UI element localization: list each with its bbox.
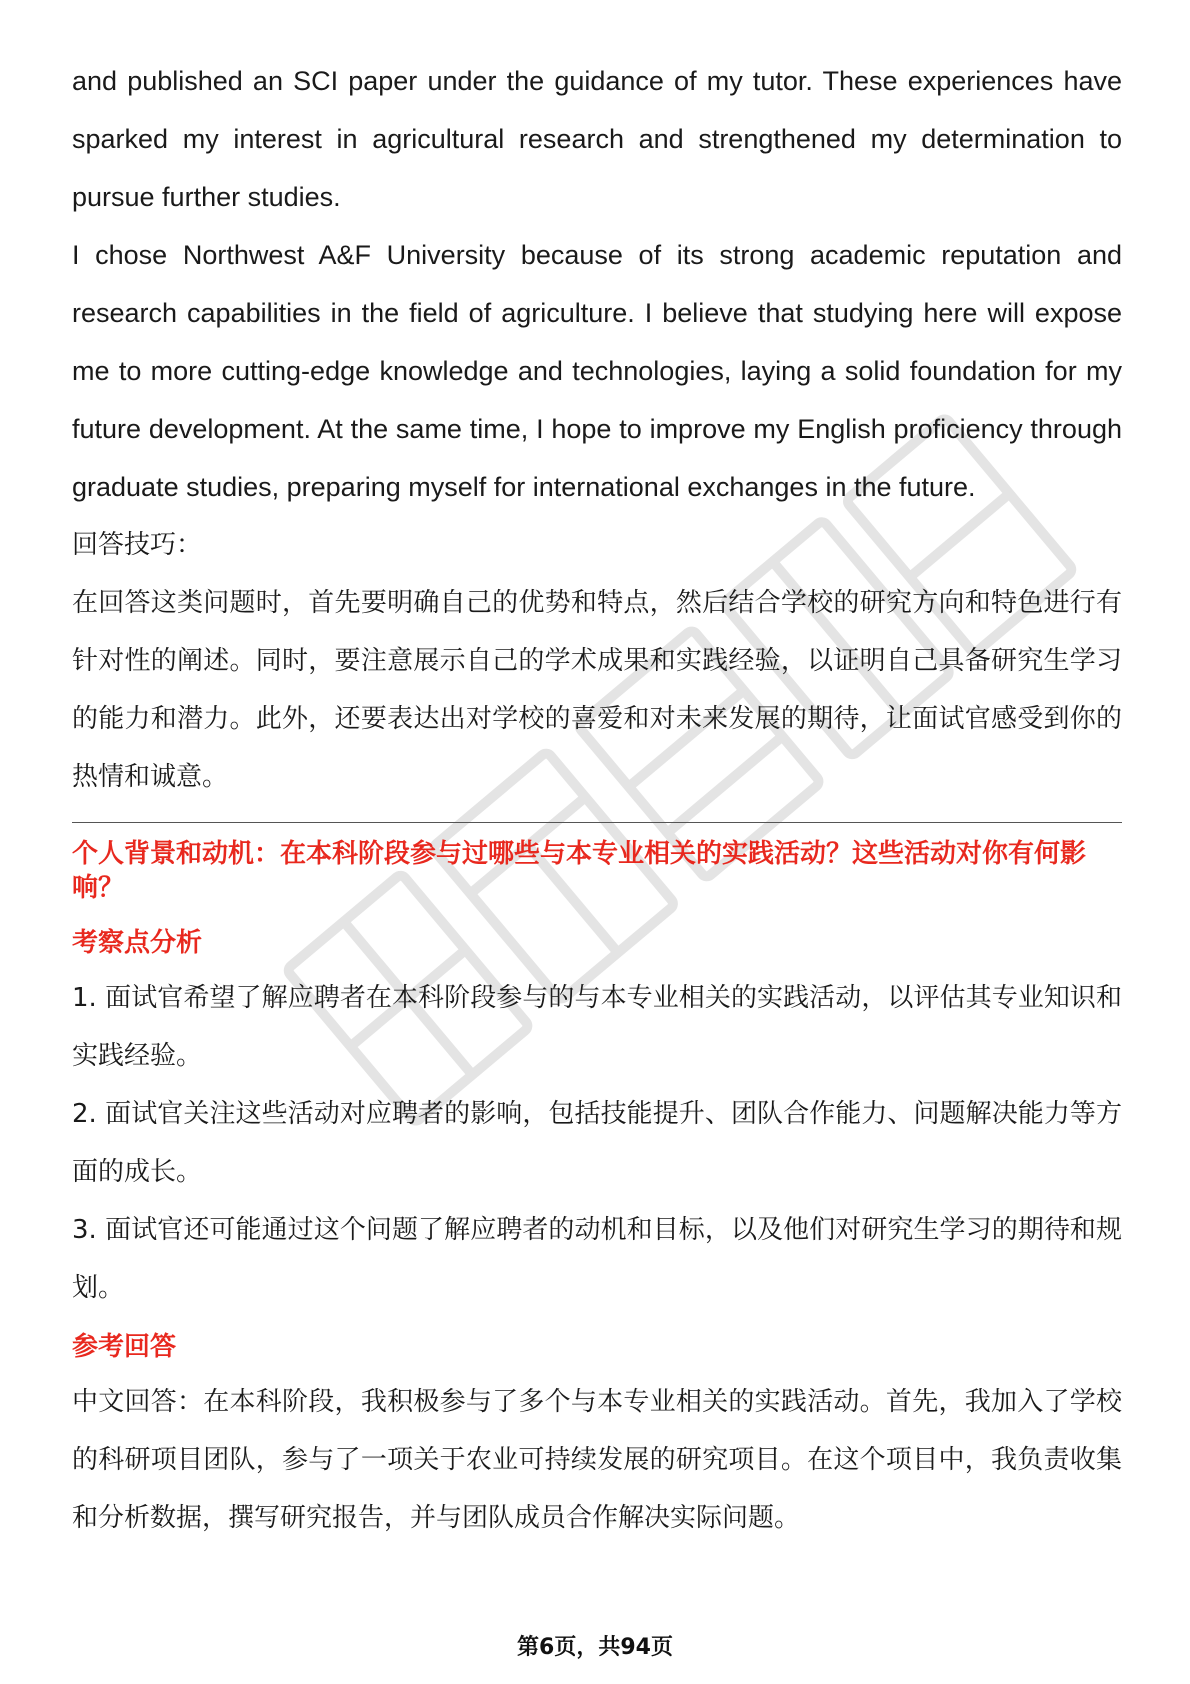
tips-label: 回答技巧： xyxy=(72,530,203,560)
document-page xyxy=(72,52,1122,1547)
reference-answer: 中文回答：在本科阶段，我积极参与了多个与本专业相关的实践活动。首先，我加入了学校的科研项目团队，参与了一项关于农业可持续发展的研究项目。在这个项目中，我负责收集和分析数据，撰写研究报告，并与团队成员合作解决实际问题。 xyxy=(72,1387,1122,1533)
analysis-point: 2. 面试官关注这些活动对应聘者的影响，包括技能提升、团队合作能力、问题解决能力等方面的成长。 xyxy=(72,1099,1122,1187)
question-title: 个人背景和动机：在本科阶段参与过哪些与本专业相关的实践活动？这些活动对你有何影响？ xyxy=(72,839,1087,903)
analysis-point: 3. 面试官还可能通过这个问题了解应聘者的动机和目标，以及他们对研究生学习的期待和规划。 xyxy=(72,1215,1122,1303)
analysis-heading: 考察点分析 xyxy=(72,928,203,958)
tips-paragraph: 在回答这类问题时，首先要明确自己的优势和特点，然后结合学校的研究方向和特色进行有针对性的阐述。同时，要注意展示自己的学术成果和实践经验，以证明自己具备研究生学习的能力和潜力。此外，还要表达出对学校的喜爱和对未来发展的期待，让面试官感受到你的热情和诚意。 xyxy=(72,588,1122,792)
section-divider xyxy=(72,822,1122,823)
reference-heading: 参考回答 xyxy=(72,1332,177,1362)
page-number: 第6页，共94页 xyxy=(517,1635,673,1660)
english-paragraph: I chose Northwest A&F University because of its strong academic reputation and research capabilities in the field of agriculture. I believe that studying here will expose me to more cutting-edge knowledge and technologies, laying a solid foundation for my future development. At the same time, I hope to improve my English proficiency through graduate studies, preparing myself for international exchanges in the future. xyxy=(72,240,1122,502)
analysis-point: 1. 面试官希望了解应聘者在本科阶段参与的与本专业相关的实践活动，以评估其专业知识和实践经验。 xyxy=(72,983,1122,1071)
english-paragraph: and published an SCI paper under the guidance of my tutor. These experiences have sparked my interest in agricultural research and strengthened my determination to pursue further studies. xyxy=(72,66,1122,212)
